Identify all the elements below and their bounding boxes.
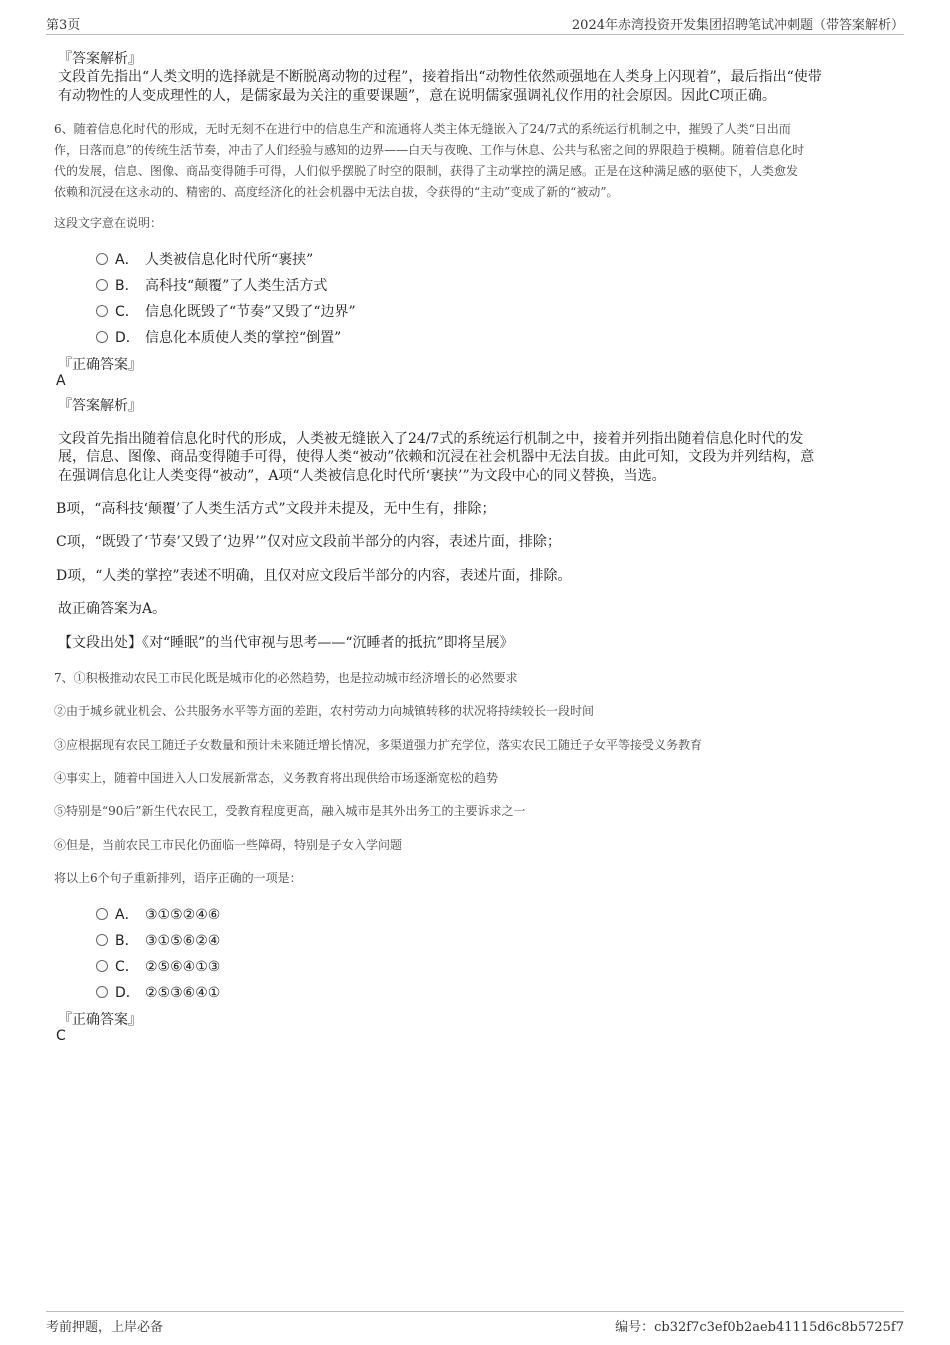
- radio-icon[interactable]: [96, 305, 108, 317]
- option-letter: C．: [115, 304, 139, 320]
- q6-source: 【文段出处】《对“睡眠”的当代审视与思考——“沉睡者的抵抗”即将呈展》: [58, 635, 514, 651]
- q7-sentence: ②由于城乡就业机会、公共服务水平等方面的差距，农村劳动力向城镇转移的状况将持续较长一段时间: [54, 704, 595, 718]
- q6-stem-line: 代的发展，信息、图像、商品变得随手可得，人们似乎摆脱了时空的限制，获得了主动掌控的满足感。正是在这种满足感的驱使下，人类愈发: [54, 164, 799, 178]
- option-text: 人类被信息化时代所“裹挟”: [145, 252, 314, 268]
- q6-analysis-line: 文段首先指出随着信息化时代的形成，人类被无缝嵌入了24/7式的系统运行机制之中，接着并列指出随着信息化时代的发: [58, 431, 804, 447]
- q6-analysis-label: 『答案解析』: [58, 398, 142, 414]
- radio-icon[interactable]: [96, 279, 108, 291]
- radio-icon[interactable]: [96, 253, 108, 265]
- q7-prompt: 将以上6个句子重新排列，语序正确的一项是：: [54, 871, 302, 885]
- option-text: ③①⑤②④⑥: [145, 907, 221, 923]
- q7-answer-label: 『正确答案』: [58, 1012, 142, 1028]
- q6-stem-line: 依赖和沉浸在这永动的、精密的、高度经济化的社会机器中无法自拔，令获得的“主动”变成了新的“被动”。: [54, 185, 619, 199]
- option-text: 信息化既毁了“节奏”又毁了“边界”: [145, 304, 356, 320]
- page-header: [46, 14, 904, 35]
- q7-option-a[interactable]: [96, 904, 220, 924]
- footer-slogan: 考前押题，上岸必备: [46, 1320, 164, 1335]
- q6-option-b[interactable]: [96, 275, 327, 295]
- q7-sentence: ⑥但是，当前农民工市民化仍面临一些障碍，特别是子女入学问题: [54, 838, 403, 852]
- q6-option-c[interactable]: [96, 301, 356, 321]
- option-letter: A．: [115, 252, 139, 268]
- radio-icon[interactable]: [96, 908, 108, 920]
- q6-option-d-analysis: D项，“人类的掌控”表述不明确，且仅对应文段后半部分的内容，表述片面，排除。: [56, 568, 572, 584]
- q6-answer: A: [56, 373, 66, 389]
- q6-prompt: 这段文字意在说明：: [54, 216, 163, 230]
- q6-option-b-analysis: B项，“高科技‘颠覆’了人类生活方式”文段并未提及，无中生有，排除；: [56, 501, 496, 517]
- prev-analysis-label: 『答案解析』: [58, 51, 142, 67]
- document-id: 编号：cb32f7c3ef0b2aeb41115d6c8b5725f7: [615, 1320, 904, 1335]
- q7-sentence: ④事实上，随着中国进入人口发展新常态，义务教育将出现供给市场逐渐宽松的趋势: [54, 771, 499, 785]
- q7-sentence: ③应根据现有农民工随迁子女数量和预计未来随迁增长情况，多渠道强力扩充学位，落实农民工随迁子女平等接受义务教育: [54, 738, 703, 752]
- option-text: ②⑤⑥④①③: [145, 959, 221, 975]
- document-title: 2024年赤湾投资开发集团招聘笔试冲刺题（带答案解析）: [571, 18, 904, 33]
- q6-stem-line: 6、随着信息化时代的形成，无时无刻不在进行中的信息生产和流通将人类主体无缝嵌入了24/7式的系统运行机制之中，摧毁了人类“日出而: [54, 122, 791, 136]
- prev-analysis-line: 有动物性的人变成理性的人，是儒家最为关注的重要课题”，意在说明儒家强调礼仪作用的社会原因。因此C项正确。: [58, 88, 776, 104]
- option-letter: D．: [115, 330, 140, 346]
- q7-option-b[interactable]: [96, 930, 220, 950]
- option-text: 高科技“颠覆”了人类生活方式: [145, 278, 328, 294]
- q6-analysis-line: 在强调信息化让人类变得“被动”，A项“人类被信息化时代所‘裹挟’”为文段中心的同义替换，当选。: [58, 468, 666, 484]
- option-letter: B．: [115, 278, 139, 294]
- option-letter: D．: [115, 985, 140, 1001]
- radio-icon[interactable]: [96, 331, 108, 343]
- option-text: ②⑤③⑥④①: [145, 985, 221, 1001]
- q7-option-c[interactable]: [96, 956, 220, 976]
- q6-option-c-analysis: C项，“既毁了‘节奏’又毁了‘边界’”仅对应文段前半部分的内容，表述片面，排除；: [56, 534, 561, 550]
- radio-icon[interactable]: [96, 986, 108, 998]
- q7-answer: C: [56, 1028, 66, 1044]
- q6-option-a[interactable]: [96, 249, 313, 269]
- option-letter: A．: [115, 907, 139, 923]
- radio-icon[interactable]: [96, 960, 108, 972]
- q7-option-d[interactable]: [96, 982, 220, 1002]
- option-text: 信息化本质使人类的掌控“倒置”: [145, 330, 342, 346]
- q6-stem-line: 作，日落而息”的传统生活节奏，冲击了人们经验与感知的边界——白天与夜晚、工作与休息、公共与私密之间的界限趋于模糊。随着信息化时: [54, 143, 805, 157]
- q6-option-d[interactable]: [96, 327, 341, 347]
- radio-icon[interactable]: [96, 934, 108, 946]
- option-letter: B．: [115, 933, 139, 949]
- page-footer: [46, 1311, 904, 1336]
- option-text: ③①⑤⑥②④: [145, 933, 221, 949]
- q7-sentence: 7、①积极推动农民工市民化既是城市化的必然趋势，也是拉动城市经济增长的必然要求: [54, 671, 518, 685]
- prev-analysis-line: 文段首先指出“人类文明的选择就是不断脱离动物的过程”，接着指出“动物性依然顽强地在人类身上闪现着”，最后指出“使带: [58, 69, 822, 85]
- q6-analysis-line: 展，信息、图像、商品变得随手可得，使得人类“被动”依赖和沉浸在社会机器中无法自拔。由此可知，文段为并列结构，意: [58, 449, 815, 465]
- page-number: 第3页: [46, 18, 81, 33]
- q6-answer-label: 『正确答案』: [58, 357, 142, 373]
- q6-conclusion: 故正确答案为A。: [58, 601, 167, 617]
- q7-sentence: ⑤特别是“90后”新生代农民工，受教育程度更高，融入城市是其外出务工的主要诉求之一: [54, 804, 526, 818]
- option-letter: C．: [115, 959, 139, 975]
